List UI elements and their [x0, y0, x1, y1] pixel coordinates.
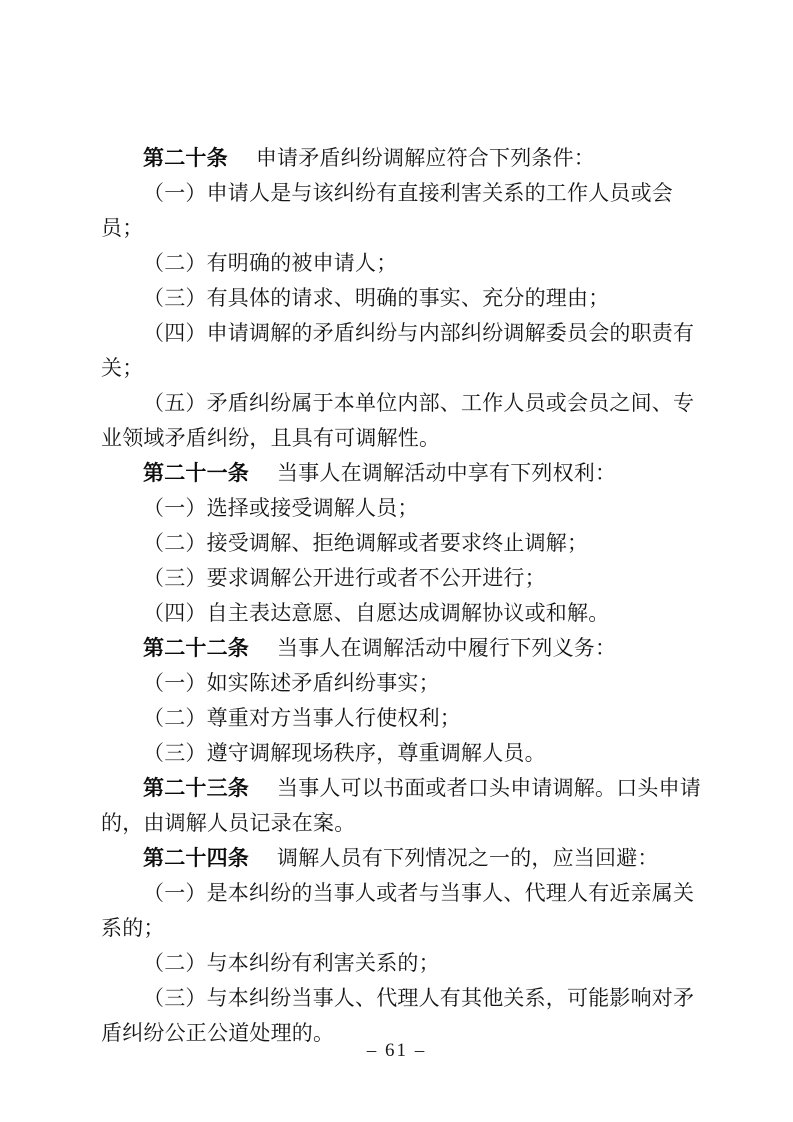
article-paragraph	[101, 841, 713, 876]
article-number: 第二十四条	[143, 847, 249, 870]
paragraph-text: 当事人在调解活动中享有下列权利：	[277, 461, 617, 485]
paragraph-text: 申请矛盾纠纷调解应符合下列条件：	[255, 146, 596, 170]
article-paragraph	[101, 771, 713, 841]
paragraph-text: （一）是本纠纷的当事人或者与当事人、代理人有近亲属关系的；	[101, 881, 695, 940]
list-item-paragraph	[101, 281, 713, 316]
article-number: 第二十一条	[143, 462, 249, 485]
list-item-paragraph	[101, 561, 713, 596]
paragraph-text: （三）有具体的请求、明确的事实、充分的理由；	[143, 286, 610, 310]
paragraph-text: （四）自主表达意愿、自愿达成调解协议或和解。	[143, 601, 610, 625]
list-item-paragraph	[101, 946, 713, 981]
paragraph-text: （三）与本纠纷当事人、代理人有其他关系，可能影响对矛盾纠纷公正公道处理的。	[101, 986, 695, 1045]
paragraph-text: （三）要求调解公开进行或者不公开进行；	[143, 566, 546, 590]
paragraph-text: （二）尊重对方当事人行使权利；	[143, 706, 461, 730]
article-paragraph	[101, 456, 713, 491]
article-number: 第二十条	[143, 147, 228, 170]
paragraph-text: （三）遵守调解现场秩序，尊重调解人员。	[143, 741, 546, 765]
article-number: 第二十二条	[143, 637, 249, 660]
list-item-paragraph	[101, 736, 713, 771]
list-item-paragraph	[101, 176, 713, 246]
list-item-paragraph	[101, 316, 713, 386]
document-body	[101, 141, 713, 1051]
page-number: – 61 –	[366, 1040, 427, 1061]
paragraph-text: 调解人员有下列情况之一的，应当回避：	[277, 846, 659, 870]
paragraph-text: （一）如实陈述矛盾纠纷事实；	[143, 671, 440, 695]
paragraph-text: （二）有明确的被申请人；	[143, 251, 398, 275]
list-item-paragraph	[101, 876, 713, 946]
list-item-paragraph	[101, 386, 713, 456]
paragraph-text: 当事人在调解活动中履行下列义务：	[277, 636, 617, 660]
paragraph-text: （一）申请人是与该纠纷有直接利害关系的工作人员或会员；	[101, 181, 673, 240]
paragraph-text: 当事人可以书面或者口头申请调解。口头申请的，由调解人员记录在案。	[101, 776, 701, 835]
article-number: 第二十三条	[143, 777, 249, 800]
list-item-paragraph	[101, 491, 713, 526]
list-item-paragraph	[101, 526, 713, 561]
article-paragraph	[101, 631, 713, 666]
article-paragraph	[101, 141, 713, 176]
paragraph-text: （二）接受调解、拒绝调解或者要求终止调解；	[143, 531, 589, 555]
paragraph-text: （二）与本纠纷有利害关系的；	[143, 951, 440, 975]
list-item-paragraph	[101, 246, 713, 281]
paragraph-text: （四）申请调解的矛盾纠纷与内部纠纷调解委员会的职责有关；	[101, 321, 695, 380]
list-item-paragraph	[101, 701, 713, 736]
list-item-paragraph	[101, 666, 713, 701]
list-item-paragraph	[101, 596, 713, 631]
paragraph-text: （五）矛盾纠纷属于本单位内部、工作人员或会员之间、专业领域矛盾纠纷，且具有可调解性。	[101, 391, 695, 450]
paragraph-text: （一）选择或接受调解人员；	[143, 496, 419, 520]
